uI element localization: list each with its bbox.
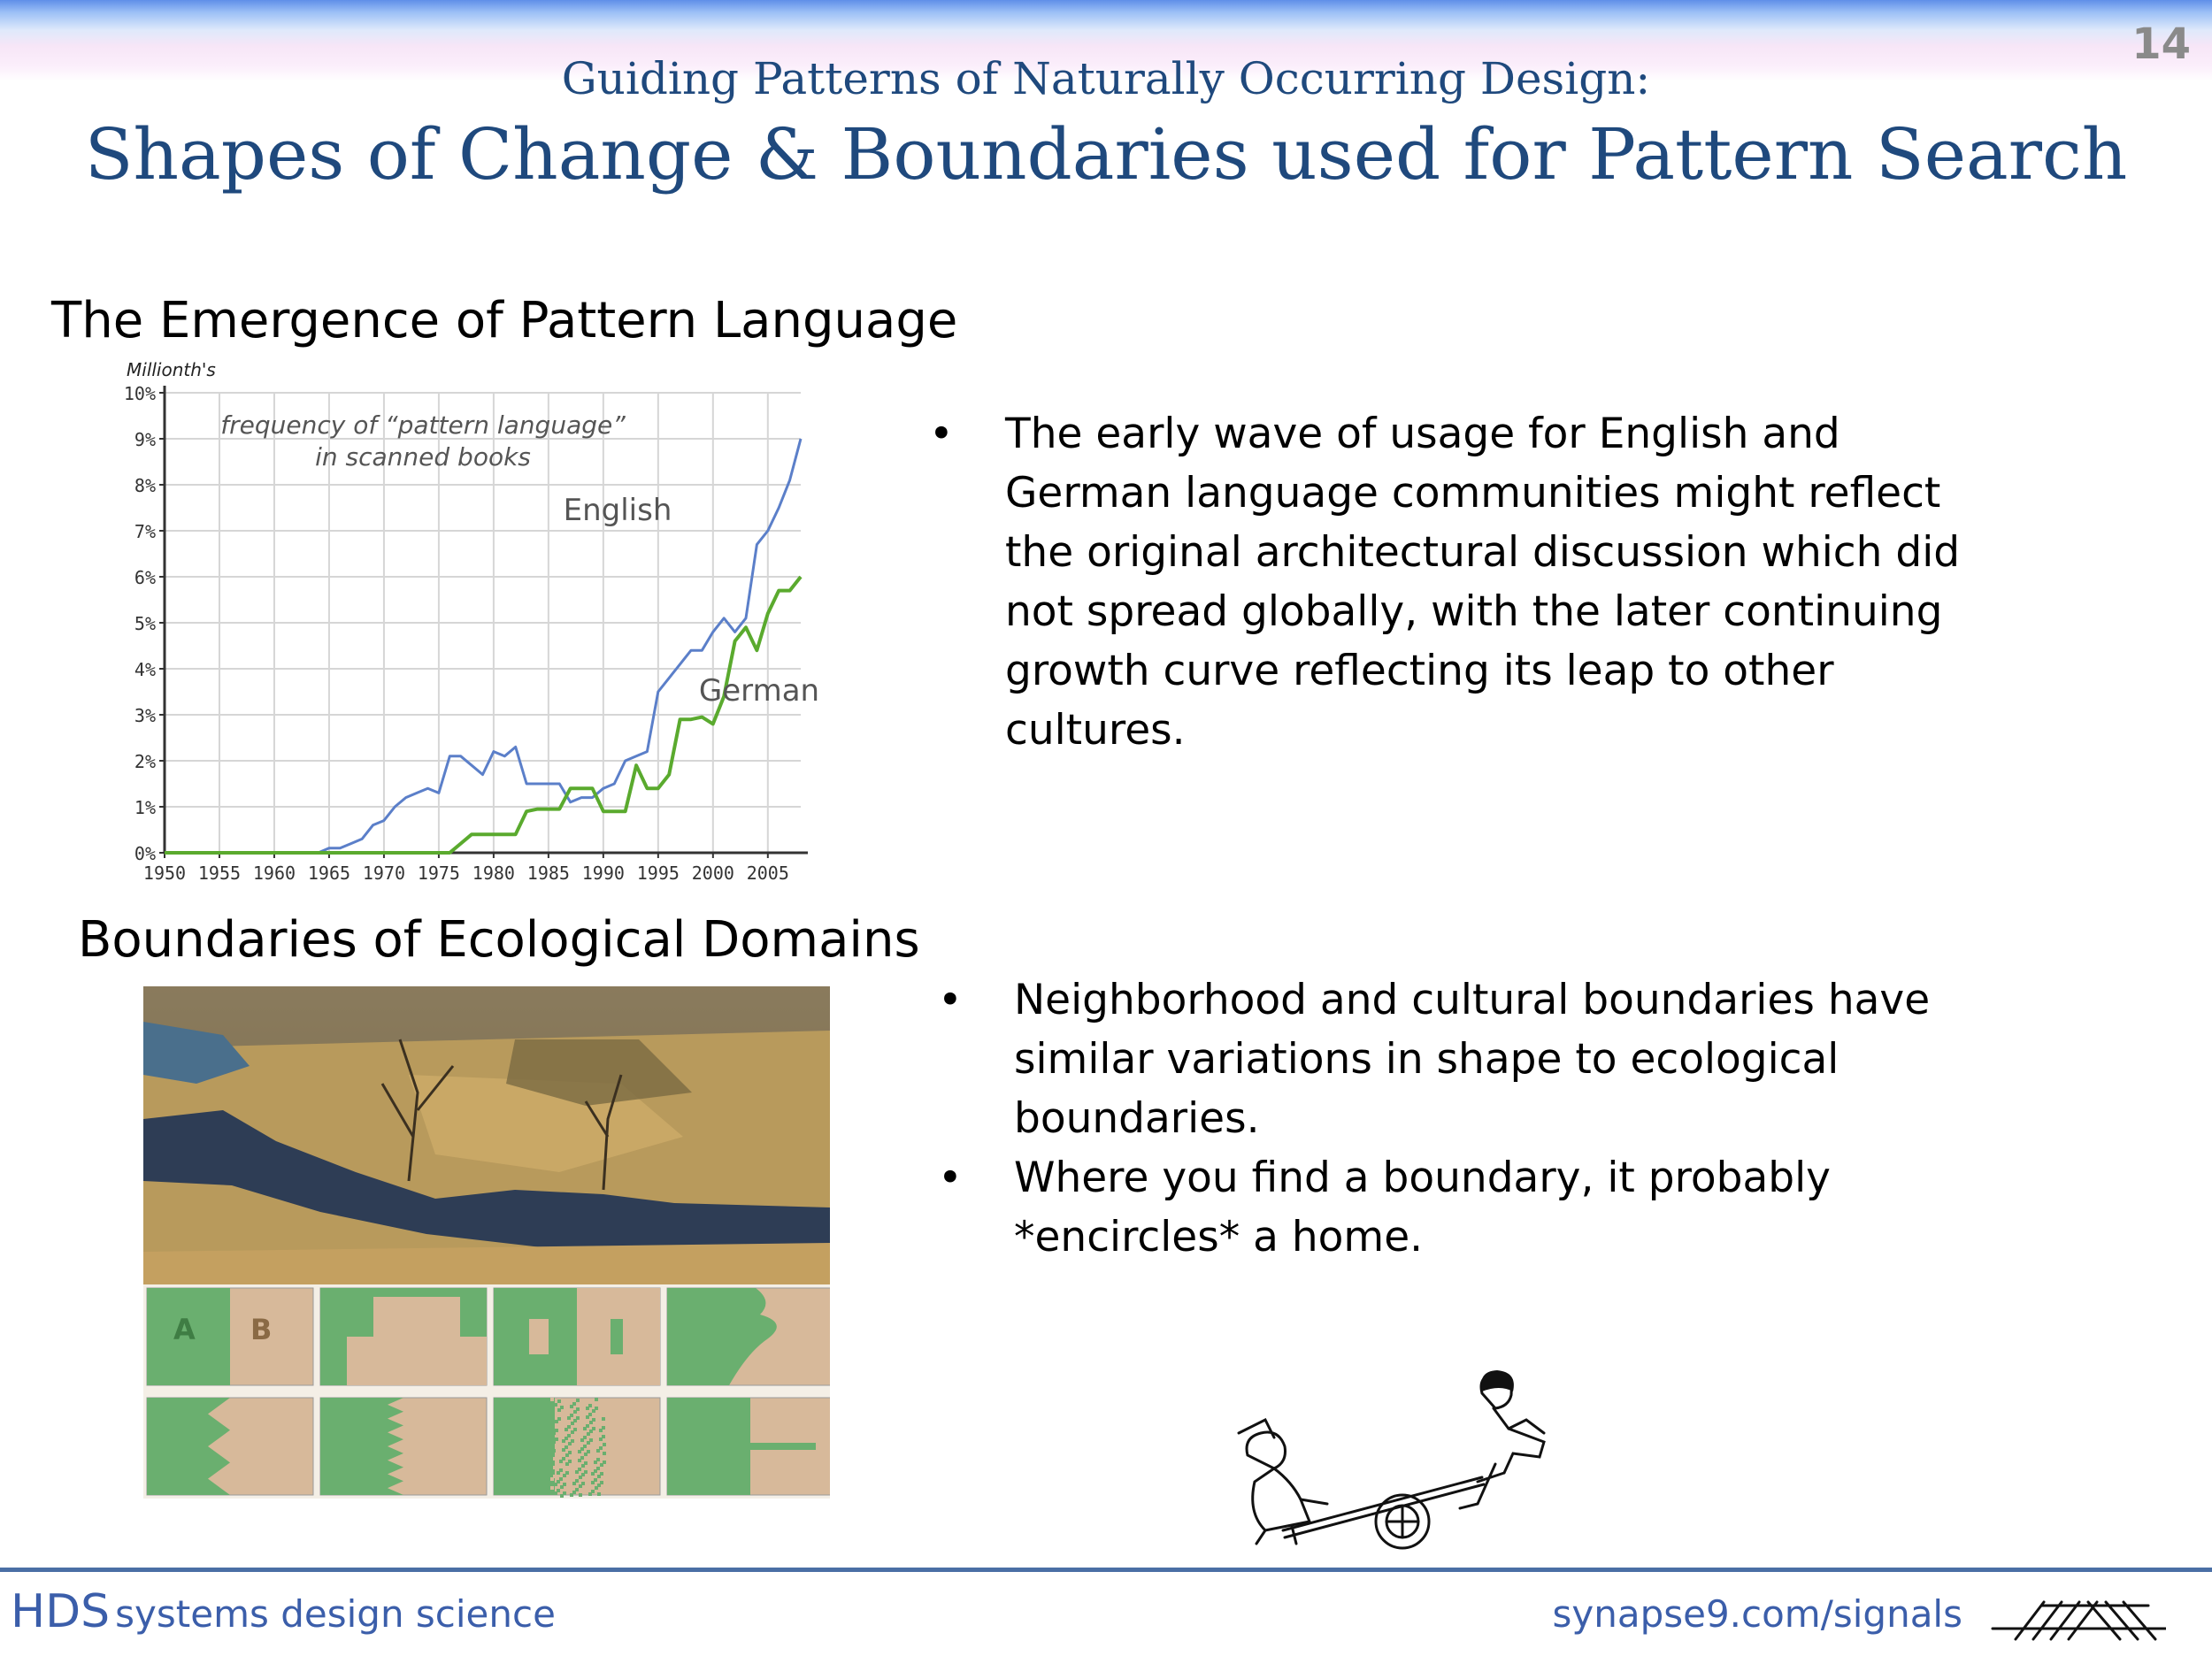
y-tick-label: 1% [134, 797, 156, 818]
boundary-cell [320, 1288, 487, 1385]
domain-label-a: A [173, 1313, 196, 1346]
section-heading-ecological-domains: Boundaries of Ecological Domains [78, 911, 920, 969]
y-tick-label: 4% [134, 659, 156, 680]
bullet-item: • The early wave of usage for English and German language communities might reflect the original architectural discussion which did not spread globally, with the later continuing growth curve reflecting its leap to other cultures. [1005, 404, 2014, 760]
slide-subtitle: Guiding Patterns of Naturally Occurring Design: [561, 53, 1651, 104]
section-heading-pattern-language: The Emergence of Pattern Language [51, 292, 958, 349]
x-tick-label: 1965 [307, 862, 351, 884]
y-tick-label: 5% [134, 613, 156, 634]
x-tick-label: 1995 [636, 862, 680, 884]
x-tick-label: 2005 [746, 862, 789, 884]
y-tick-label: 3% [134, 705, 156, 726]
boundary-cell [320, 1398, 487, 1495]
bullet-list-boundaries [1014, 970, 1987, 1267]
chart-y-ticks [124, 383, 165, 864]
wetland-photo [143, 986, 830, 1284]
boundary-shapes-diagram [143, 1284, 830, 1499]
y-tick-label: 0% [134, 843, 156, 864]
chart-annotation-line2: in scanned books [315, 442, 531, 472]
boundary-cell [494, 1398, 660, 1498]
children-seesaw-illustration [1212, 1358, 1575, 1552]
chart-x-ticks [143, 853, 789, 884]
bullet-list-pattern-language [1005, 404, 2014, 760]
y-tick-label: 2% [134, 751, 156, 772]
boundary-cell [147, 1288, 313, 1385]
y-tick-label: 9% [134, 429, 156, 450]
series-line-english [165, 439, 801, 853]
x-tick-label: 1990 [581, 862, 625, 884]
slide-title: Shapes of Change & Boundaries used for Pattern Search [84, 113, 2128, 196]
footer-tagline: systems design science [115, 1592, 556, 1636]
x-tick-label: 1980 [472, 862, 515, 884]
boundary-cell [147, 1398, 313, 1495]
footer-logo-icon [1989, 1597, 2166, 1643]
chart-series [165, 439, 801, 853]
x-tick-label: 1975 [417, 862, 460, 884]
bullet-item: • Where you find a boundary, it probably *encircles* a home. [1014, 1148, 1987, 1267]
x-tick-label: 1970 [362, 862, 406, 884]
footer-brand [11, 1585, 556, 1638]
footer-brand-hds: HDS [11, 1585, 111, 1638]
boundary-cell [494, 1288, 660, 1385]
y-tick-label: 7% [134, 521, 156, 542]
series-label-german: German [698, 673, 820, 709]
x-tick-label: 1960 [252, 862, 296, 884]
slide-number: 14 [2131, 19, 2191, 69]
x-tick-label: 1950 [142, 862, 187, 884]
boundary-cell [667, 1288, 830, 1385]
chart-annotation-line1: frequency of “pattern language” [220, 410, 626, 440]
bullet-item: • Neighborhood and cultural boundaries have similar variations in shape to ecological boundaries. [1014, 970, 1987, 1148]
series-label-english: English [563, 493, 672, 528]
footer-url-link[interactable]: synapse9.com/signals [1552, 1592, 1962, 1636]
x-tick-label: 2000 [691, 862, 734, 884]
boundary-cell [667, 1398, 830, 1495]
x-tick-label: 1955 [197, 862, 242, 884]
domain-label-b: B [250, 1313, 273, 1346]
y-tick-label: 8% [134, 475, 156, 496]
y-tick-label: 10% [123, 383, 156, 404]
x-tick-label: 1985 [526, 862, 570, 884]
footer-divider [0, 1568, 2212, 1572]
y-tick-label: 6% [134, 567, 156, 588]
chart-unit-label: Millionth's [127, 359, 216, 380]
pattern-language-frequency-chart [115, 354, 823, 893]
